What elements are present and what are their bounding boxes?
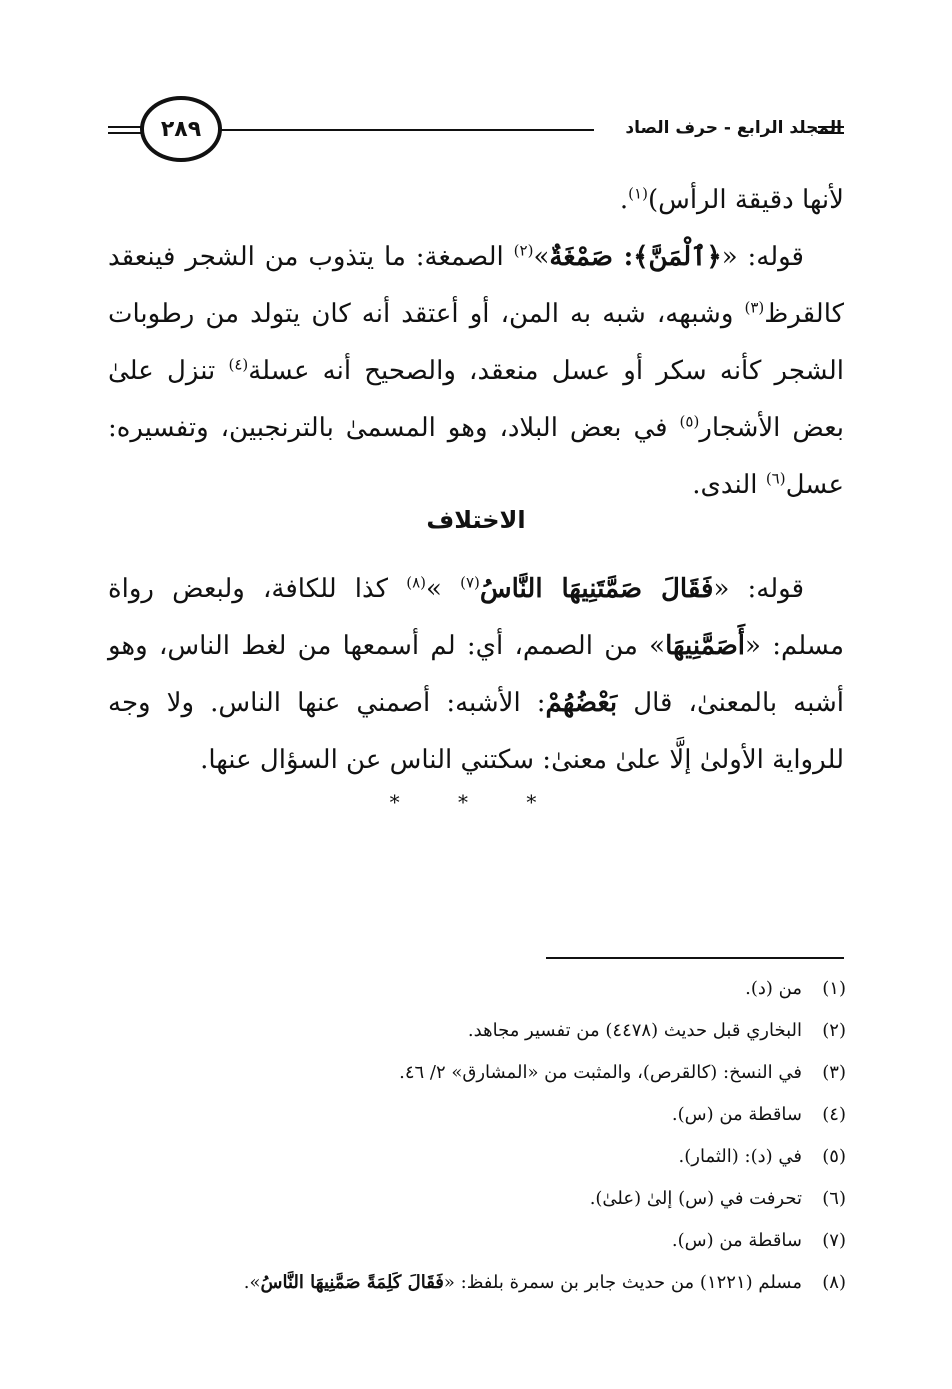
footnote-number: (٢) xyxy=(822,1020,846,1041)
footnote-5 xyxy=(108,1136,846,1178)
header-rule-middle xyxy=(214,129,594,131)
p1-text: لأنها دقيقة الرأس) xyxy=(647,185,844,215)
p1-end: . xyxy=(619,185,629,215)
body-text xyxy=(108,172,844,514)
footnote-ref-4: (٤) xyxy=(228,355,249,374)
p2-c: » xyxy=(533,242,550,272)
footnote-number: (١) xyxy=(822,978,846,999)
footnote-number: (٣) xyxy=(822,1062,846,1083)
p3-h: : الأشبه: أصمني عنها الناس. ولا وجه للرواية الأولىٰ إلَّا علىٰ معنىٰ: سكتني الناس عن السؤال عنها. xyxy=(108,688,844,775)
footnote-end: ». xyxy=(243,1272,261,1293)
body-text-2 xyxy=(108,561,844,789)
section-separator: * * * xyxy=(389,790,563,814)
footnote-text: من (د). xyxy=(745,978,802,999)
p3-some: بَعْضُهُمْ xyxy=(545,688,618,718)
footnote-ref-3: (٣) xyxy=(744,298,765,317)
p3-quote: فَقَالَ صَمَّتَنِيهَا النَّاسُ xyxy=(479,574,714,604)
page-number: ٢٨٩ xyxy=(140,96,222,162)
footnote-ref-7: (٧) xyxy=(460,573,480,592)
p2-a: قوله: « xyxy=(721,242,804,272)
footnote-rule xyxy=(546,957,844,959)
header-rule-left-2 xyxy=(108,132,142,134)
paragraph-2 xyxy=(108,229,844,514)
p2-f: تنزل علىٰ بعض الأشجار xyxy=(108,356,844,443)
footnote-number: (٧) xyxy=(822,1230,846,1251)
p2-quote: ﴿ٱلْمَنَّ﴾: صَمْغَةٌ xyxy=(549,242,722,272)
p2-d: الصمغة: ما يتذوب من الشجر فينعقد كالقرظ xyxy=(108,242,844,329)
footnote-ref-1: (١) xyxy=(628,184,648,203)
footnote-text: ساقطة من (س). xyxy=(671,1104,802,1125)
footnote-number: (٦) xyxy=(822,1188,846,1209)
header-rule-left xyxy=(108,126,142,128)
section-heading: الاختلاف xyxy=(426,506,526,534)
footnote-8 xyxy=(108,1262,846,1304)
p2-g: في بعض البلاد، وهو المسمىٰ بالترنجبين، وتفسيره: عسل xyxy=(108,413,844,500)
p3-c: » xyxy=(426,574,461,604)
footnote-ref-2: (٢) xyxy=(513,241,534,260)
footnote-2 xyxy=(108,1010,846,1052)
footnote-1 xyxy=(108,968,846,1010)
footnote-text: مسلم (١٢٢١) من حديث جابر بن سمرة بلفظ: « xyxy=(443,1272,802,1293)
paragraph-3 xyxy=(108,561,844,789)
footnote-quote: فَقَالَ كَلِمَةً صَمَّنِيهَا النَّاسُ xyxy=(260,1272,444,1293)
p3-variant: أَصَمَّنِيهَا xyxy=(665,631,746,661)
footnote-number: (٤) xyxy=(822,1104,846,1125)
footnote-ref-6: (٦) xyxy=(765,469,786,488)
footnote-text: تحرفت في (س) إلىٰ (علىٰ). xyxy=(589,1188,802,1209)
footnote-3 xyxy=(108,1052,846,1094)
p3-a: قوله: « xyxy=(713,574,805,604)
footnotes xyxy=(108,968,846,1304)
footnote-7 xyxy=(108,1220,846,1262)
footnote-number: (٨) xyxy=(822,1272,846,1293)
p2-h: الندى. xyxy=(692,470,766,500)
footnote-number: (٥) xyxy=(822,1146,846,1167)
footnote-text: في النسخ: (كالقرص)، والمثبت من «المشارق» ٢/ ٤٦. xyxy=(399,1062,802,1083)
paragraph-1 xyxy=(108,172,844,229)
footnote-6 xyxy=(108,1178,846,1220)
running-title: المجلد الرابع - حرف الصاد xyxy=(625,118,842,138)
footnote-ref-8: (٨) xyxy=(406,573,427,592)
footnote-text: البخاري قبل حديث (٤٤٧٨) من تفسير مجاهد. xyxy=(467,1020,802,1041)
footnote-ref-5: (٥) xyxy=(679,412,700,431)
footnote-text: ساقطة من (س). xyxy=(671,1230,802,1251)
p2-e: وشبهه، شبه به المن، أو أعتقد أنه كان يتولد من رطوبات الشجر كأنه سكر أو عسل منعقد، والصحيح أنه عسلة xyxy=(108,299,844,386)
footnote-text: في (د): (الثمار). xyxy=(678,1146,802,1167)
footnote-4 xyxy=(108,1094,846,1136)
p3-f: » من الصمم، أي: لم أسمعها من لغط الناس، وهو أشبه بالمعنىٰ، قال xyxy=(108,631,844,718)
p3-d: كذا للكافة، ولبعض رواة مسلم: « xyxy=(108,574,844,661)
